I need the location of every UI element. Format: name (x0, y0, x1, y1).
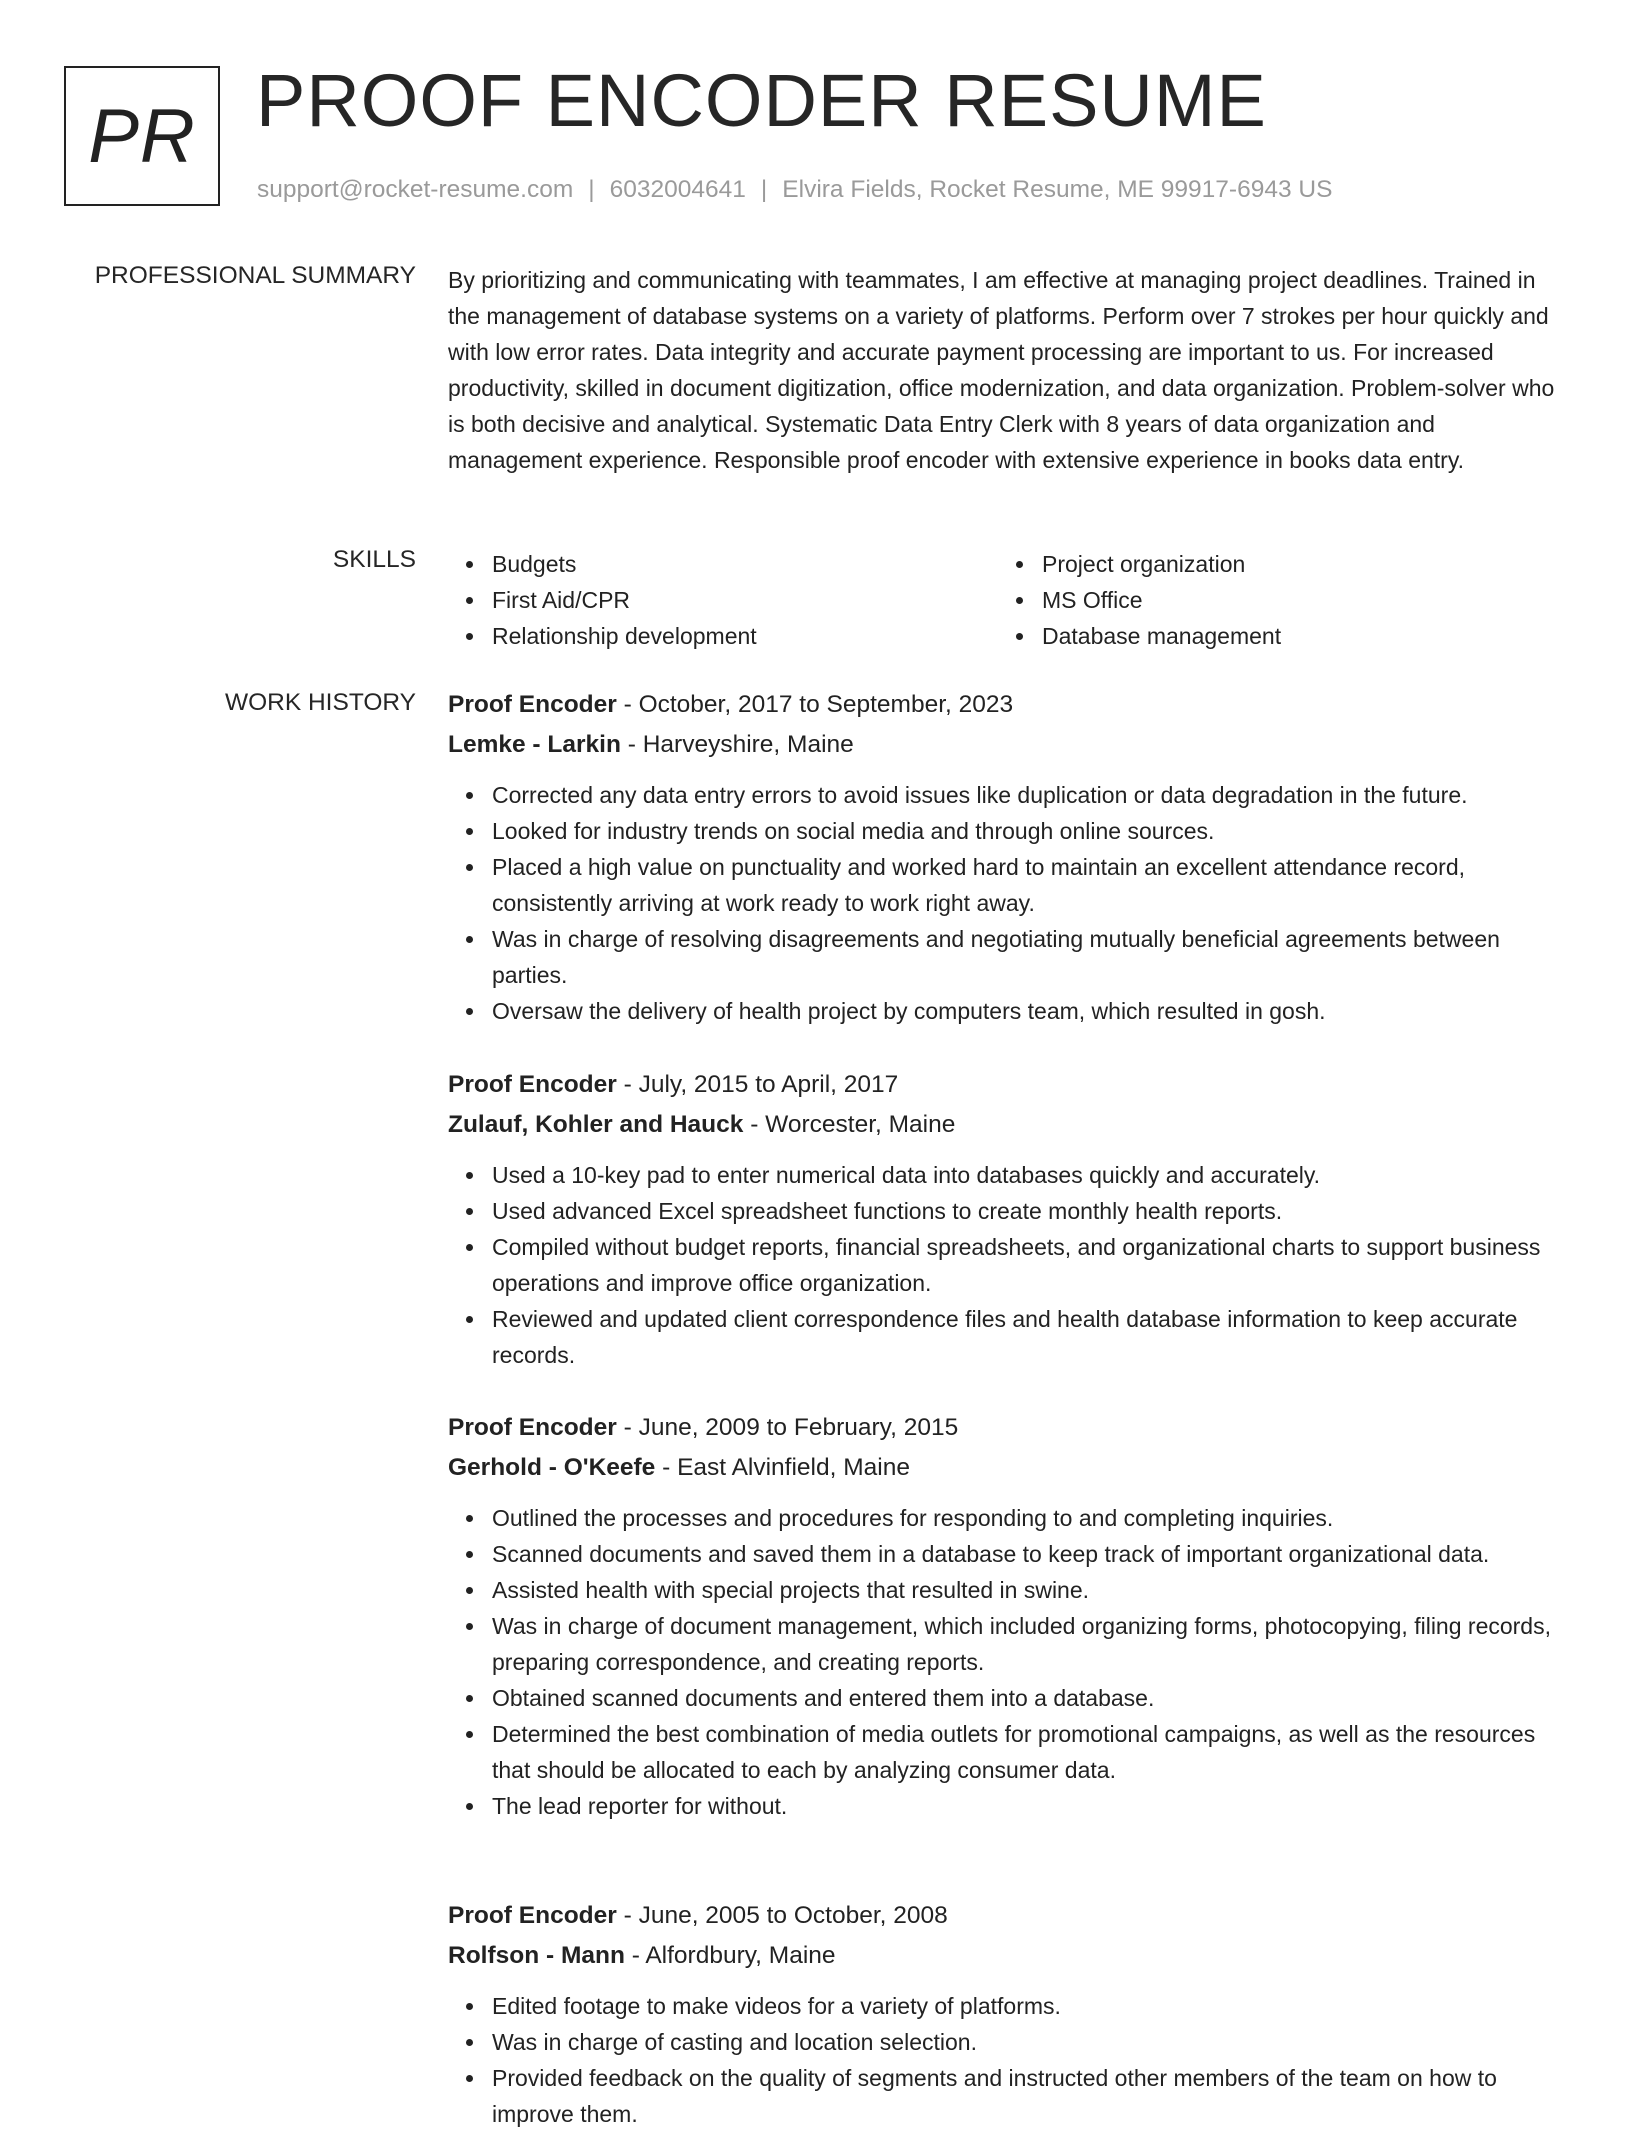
job-role: Proof Encoder (448, 1902, 617, 1929)
job-bullet: Provided feedback on the quality of segments and instructed other members of the team on how to improve them. (492, 2060, 1564, 2132)
skills-grid (448, 546, 1564, 654)
skills-body (448, 546, 1564, 654)
work-heading: WORK HISTORY (224, 689, 416, 716)
job-role: Proof Encoder (448, 691, 617, 718)
skills-heading: SKILLS (332, 546, 416, 573)
job-location: - Harveyshire, Maine (620, 731, 854, 758)
skill-item: First Aid/CPR (492, 582, 998, 618)
job-entry (448, 1896, 1564, 2132)
job-entry (448, 1065, 1564, 1373)
job-bullet: Assisted health with special projects that resulted in swine. (492, 1572, 1564, 1608)
contact-line (257, 176, 1332, 204)
contact-phone: 6032004641 (609, 176, 746, 203)
job-bullet: Determined the best combination of media outlets for promotional campaigns, as well as the resources that should be allocated to each by analyzing consumer data. (492, 1716, 1564, 1788)
job-company-line (448, 725, 1564, 765)
skill-item: Project organization (1042, 546, 1548, 582)
job-company: Gerhold - O'Keefe (448, 1454, 656, 1481)
job-bullet: Compiled without budget reports, financial spreadsheets, and organizational charts to support business operations and improve office organization. (492, 1229, 1564, 1301)
job-bullet: Looked for industry trends on social media and through online sources. (492, 813, 1564, 849)
monogram-badge (64, 66, 220, 206)
job-company-line (448, 1105, 1564, 1145)
summary-heading: PROFESSIONAL SUMMARY (94, 262, 416, 289)
job-bullet: Corrected any data entry errors to avoid issues like duplication or data degradation in the future. (492, 777, 1564, 813)
job-bullet: Outlined the processes and procedures for responding to and completing inquiries. (492, 1500, 1564, 1536)
job-bullet: Edited footage to make videos for a variety of platforms. (492, 1988, 1564, 2024)
job-company-line (448, 1936, 1564, 1976)
job-bullet: Used a 10-key pad to enter numerical data into databases quickly and accurately. (492, 1157, 1564, 1193)
monogram-text: PR (88, 93, 196, 179)
contact-email: support@rocket-resume.com (257, 176, 574, 203)
summary-body (448, 262, 1564, 478)
job-dates: - October, 2017 to September, 2023 (616, 691, 1014, 718)
skills-list-right (998, 546, 1548, 654)
skill-item: Relationship development (492, 618, 998, 654)
job-bullets (448, 1500, 1564, 1824)
skill-item: Budgets (492, 546, 998, 582)
job-company: Rolfson - Mann (448, 1942, 625, 1969)
job-location: - Alfordbury, Maine (624, 1942, 836, 1969)
job-bullet: Was in charge of casting and location selection. (492, 2024, 1564, 2060)
job-title-line (448, 1065, 1564, 1105)
job-title-line (448, 1896, 1564, 1936)
job-bullet: Used advanced Excel spreadsheet functions to create monthly health reports. (492, 1193, 1564, 1229)
job-role: Proof Encoder (448, 1414, 617, 1441)
skills-list-left (448, 546, 998, 654)
job-company: Lemke - Larkin (448, 731, 621, 758)
job-role: Proof Encoder (448, 1071, 617, 1098)
job-title-line (448, 685, 1564, 725)
job-bullet: Placed a high value on punctuality and worked hard to maintain an excellent attendance record, consistently arriving at work ready to work right away. (492, 849, 1564, 921)
job-dates: - June, 2005 to October, 2008 (616, 1902, 948, 1929)
job-bullet: The lead reporter for without. (492, 1788, 1564, 1824)
job-dates: - June, 2009 to February, 2015 (616, 1414, 959, 1441)
contact-separator: | (588, 176, 595, 203)
contact-separator: | (760, 176, 768, 203)
job-bullet: Scanned documents and saved them in a database to keep track of important organizational data. (492, 1536, 1564, 1572)
job-bullet: Obtained scanned documents and entered them into a database. (492, 1680, 1564, 1716)
job-bullet: Reviewed and updated client correspondence files and health database information to keep accurate records. (492, 1301, 1564, 1373)
job-bullet: Was in charge of resolving disagreements and negotiating mutually beneficial agreements between parties. (492, 921, 1564, 993)
job-location: - East Alvinfield, Maine (655, 1454, 910, 1481)
job-dates: - July, 2015 to April, 2017 (616, 1071, 899, 1098)
job-bullets (448, 1988, 1564, 2132)
job-title-line (448, 1408, 1564, 1448)
job-company: Zulauf, Kohler and Hauck (448, 1111, 744, 1138)
skill-item: Database management (1042, 618, 1548, 654)
job-entry (448, 685, 1564, 1029)
job-location: - Worcester, Maine (743, 1111, 956, 1138)
job-bullets (448, 1157, 1564, 1373)
job-entry (448, 1408, 1564, 1824)
job-bullets (448, 777, 1564, 1029)
summary-text: By prioritizing and communicating with teammates, I am effective at managing project deadlines. Trained in the management of database systems on a variety of platforms. Perform over 7 strokes per hour quickly and with low error rates. Data integrity and accurate payment processing are important to us. For increased productivity, skilled in document digitization, office modernization, and data organization. Problem-solver who is both decisive and analytical. Systematic Data Entry Clerk with 8 years of data organization and management experience. Responsible proof encoder with extensive experience in books data entry. (448, 267, 1555, 473)
contact-address: Elvira Fields, Rocket Resume, ME 99917-6943 US (782, 176, 1333, 203)
skill-item: MS Office (1042, 582, 1548, 618)
resume-title: PROOF ENCODER RESUME (256, 59, 1267, 142)
job-company-line (448, 1448, 1564, 1488)
job-bullet: Was in charge of document management, which included organizing forms, photocopying, filing records, preparing correspondence, and creating reports. (492, 1608, 1564, 1680)
job-bullet: Oversaw the delivery of health project by computers team, which resulted in gosh. (492, 993, 1564, 1029)
